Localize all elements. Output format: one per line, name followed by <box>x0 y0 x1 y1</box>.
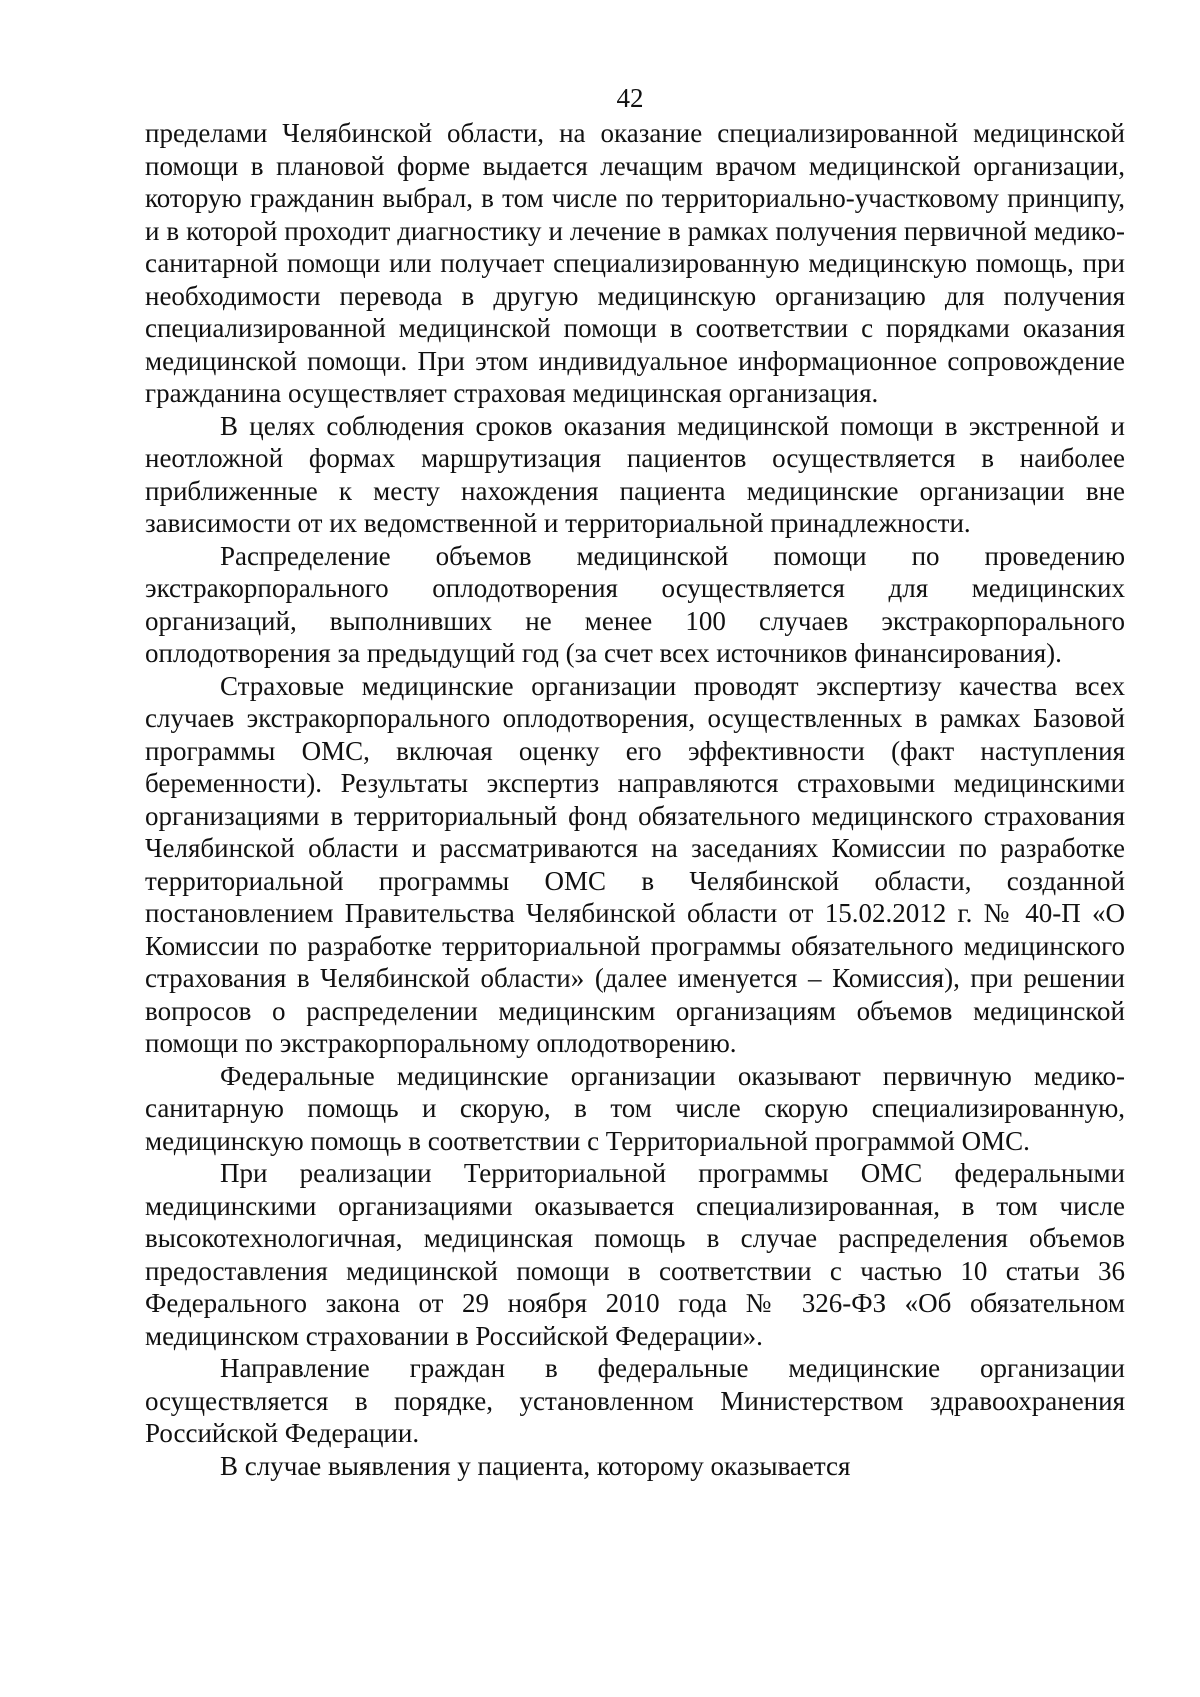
paragraph-federal-organizations: Федеральные медицинские организации оказывают первичную медико-санитарную помощь и скорую, в том числе скорую специализированную, медицинскую помощь в соответствии с Территориальной программой ОМС. <box>145 1060 1125 1156</box>
paragraph-emergency-routing: В целях соблюдения сроков оказания медицинской помощи в экстренной и неотложной формах маршрутизация пациентов осуществляется в наиболее приближенные к месту нахождения пациента медицинские организации вне зависимости от их ведомственной и территориальной принадлежности. <box>145 410 1125 538</box>
paragraph-unfinished: В случае выявления у пациента, которому оказывается <box>220 1450 851 1481</box>
document-body <box>145 117 1125 1482</box>
paragraph-ivf-quality-expertise: Страховые медицинские организации проводят экспертизу качества всех случаев экстракорпорального оплодотворения, осуществленных в рамках Базовой программы ОМС, включая оценку его эффективности (факт наступления беременности). Результаты экспертиз направляются страховыми медицинскими организациями в территориальный фонд обязательного медицинского страхования Челябинской области и рассматриваются на заседаниях Комиссии по разработке территориальной программы ОМС в Челябинской области, созданной постановлением Правительства Челябинской области от 15.02.2012 г. № 40-П «О Комиссии по разработке территориальной программы обязательного медицинского страхования в Челябинской области» (далее именуется – Комиссия), при решении вопросов о распределении медицинским организациям объемов медицинской помощи по экстракорпоральному оплодотворению. <box>145 670 1125 1058</box>
page-number: 42 <box>616 83 644 113</box>
paragraph-specialized-care: При реализации Территориальной программы ОМС федеральными медицинскими организациями оказывается специализированная, в том числе высокотехнологичная, медицинская помощь в случае распределения объемов предоставления медицинской помощи в соответствии с частью 10 статьи 36 Федерального закона от 29 ноября 2010 года № 326-ФЗ «Об обязательном медицинском страховании в Российской Федерации». <box>145 1158 1125 1351</box>
paragraph-continuation: пределами Челябинской области, на оказание специализированной медицинской помощи в плановой форме выдается лечащим врачом медицинской организации, которую гражданин выбрал, в том числе по территориально-участковому принципу, и в которой проходит диагностику и лечение в рамках получения первичной медико-санитарной помощи или получает специализированную медицинскую помощь, при необходимости перевода в другую медицинскую организацию для получения специализированной медицинской помощи в соответствии с порядками оказания медицинской помощи. При этом индивидуальное информационное сопровождение гражданина осуществляет страховая медицинская организация. <box>145 118 1125 408</box>
paragraph-referral-procedure: Направление граждан в федеральные медицинские организации осуществляется в порядке, установленном Министерством здравоохранения Российской Федерации. <box>145 1353 1125 1448</box>
paragraph-ivf-distribution: Распределение объемов медицинской помощи по проведению экстракорпорального оплодотворения осуществляется для медицинских организаций, выполнивших не менее 100 случаев экстракорпорального оплодотворения за предыдущий год (за счет всех источников финансирования). <box>145 540 1125 668</box>
